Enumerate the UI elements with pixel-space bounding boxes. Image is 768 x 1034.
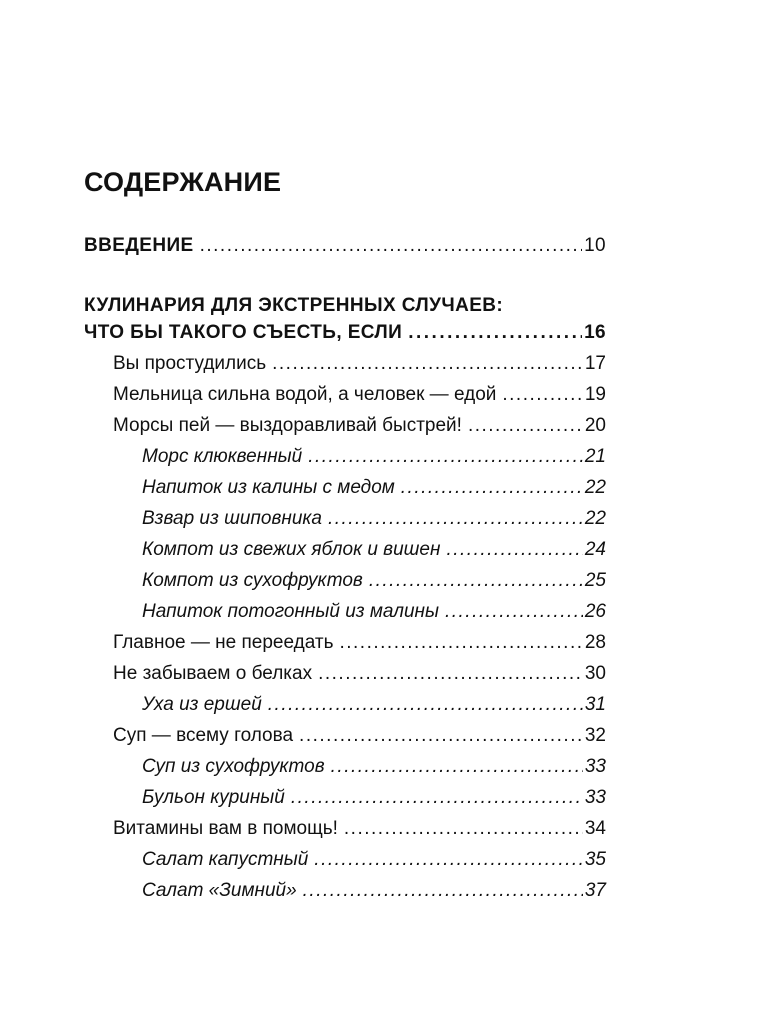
toc-subentry[interactable] bbox=[142, 598, 606, 626]
toc-subentry[interactable] bbox=[142, 505, 606, 533]
toc-leader-dots bbox=[331, 753, 583, 781]
toc-entry-title: ВВЕДЕНИЕ bbox=[84, 235, 194, 256]
toc-entry-title: Не забываем о белках bbox=[113, 663, 313, 684]
toc-entry[interactable] bbox=[113, 660, 606, 688]
toc-entry-page: 30 bbox=[584, 663, 606, 684]
toc-entry-title: Витамины вам в помощь! bbox=[113, 818, 338, 839]
toc-entry[interactable] bbox=[113, 381, 606, 409]
toc-leader-dots bbox=[344, 815, 583, 843]
toc-entry[interactable] bbox=[113, 412, 606, 440]
toc-leader-dots bbox=[200, 232, 582, 260]
toc-entry-page: 33 bbox=[584, 787, 606, 808]
toc-entry-page: 35 bbox=[584, 849, 606, 870]
toc-section-entry[interactable] bbox=[84, 319, 606, 347]
toc-leader-dots bbox=[468, 412, 583, 440]
toc-entry-page: 28 bbox=[584, 632, 606, 653]
toc-entry-title: Компот из свежих яблок и вишен bbox=[142, 539, 441, 560]
toc-entry-title: Мельница сильна водой, а человек — едой bbox=[113, 384, 497, 405]
page-title: СОДЕРЖАНИЕ bbox=[84, 167, 282, 197]
toc-entry-page: 19 bbox=[584, 384, 606, 405]
toc-leader-dots bbox=[303, 877, 583, 905]
toc-entry-page: 34 bbox=[584, 818, 606, 839]
toc-section-page: 16 bbox=[584, 322, 606, 343]
toc-leader-dots bbox=[339, 629, 582, 657]
toc-entry-intro[interactable] bbox=[84, 232, 606, 260]
toc-leader-dots bbox=[502, 381, 582, 409]
toc-entry-title: Вы простудились bbox=[113, 353, 267, 374]
toc-entry[interactable] bbox=[113, 815, 606, 843]
toc-entry-title: Бульон куриный bbox=[142, 787, 285, 808]
toc-entry[interactable] bbox=[113, 350, 606, 378]
toc-leader-dots bbox=[408, 319, 582, 347]
toc-entry-title: Суп из сухофруктов bbox=[142, 756, 325, 777]
toc-leader-dots bbox=[445, 598, 583, 626]
toc-section-title-line1[interactable]: КУЛИНАРИЯ ДЛЯ ЭКСТРЕННЫХ СЛУЧАЕВ: bbox=[84, 295, 504, 316]
toc-leader-dots bbox=[308, 443, 583, 471]
toc-entry-page: 10 bbox=[584, 235, 606, 256]
toc-entry-title: Компот из сухофруктов bbox=[142, 570, 363, 591]
toc-leader-dots bbox=[446, 536, 582, 564]
toc-subentry[interactable] bbox=[142, 691, 606, 719]
toc-entry-title: Взвар из шиповника bbox=[142, 508, 322, 529]
toc-entry[interactable] bbox=[113, 629, 606, 657]
toc-entry-page: 22 bbox=[584, 508, 606, 529]
toc-entry[interactable] bbox=[113, 722, 606, 750]
toc-entry-title: Морс клюквенный bbox=[142, 446, 303, 467]
toc-entry-page: 26 bbox=[584, 601, 606, 622]
toc-entry-page: 25 bbox=[584, 570, 606, 591]
toc-subentry[interactable] bbox=[142, 567, 606, 595]
toc-entry-page: 32 bbox=[584, 725, 606, 746]
toc-entry-page: 20 bbox=[584, 415, 606, 436]
toc-section-title-line2: ЧТО БЫ ТАКОГО СЪЕСТЬ, ЕСЛИ bbox=[84, 322, 403, 343]
toc-leader-dots bbox=[401, 474, 583, 502]
toc-entry-title: Салат «Зимний» bbox=[142, 880, 297, 901]
toc-subentry[interactable] bbox=[142, 443, 606, 471]
toc-entry-title: Напиток из калины с медом bbox=[142, 477, 395, 498]
toc-entry-title: Суп — всему голова bbox=[113, 725, 294, 746]
toc-entry-page: 33 bbox=[584, 756, 606, 777]
toc-subentry[interactable] bbox=[142, 784, 606, 812]
toc-entry-page: 24 bbox=[584, 539, 606, 560]
toc-leader-dots bbox=[268, 691, 583, 719]
toc-subentry[interactable] bbox=[142, 536, 606, 564]
toc-entry-title: Салат капустный bbox=[142, 849, 309, 870]
toc-entry-title: Напиток потогонный из малины bbox=[142, 601, 439, 622]
toc-entry-title: Уха из ершей bbox=[142, 694, 262, 715]
toc-leader-dots bbox=[314, 846, 583, 874]
toc-subentry[interactable] bbox=[142, 474, 606, 502]
toc-entry-page: 21 bbox=[584, 446, 606, 467]
toc-entry-page: 17 bbox=[584, 353, 606, 374]
toc-subentry[interactable] bbox=[142, 846, 606, 874]
toc-entry-page: 37 bbox=[584, 880, 606, 901]
toc-leader-dots bbox=[299, 722, 583, 750]
toc-entry-title: Морсы пей — выздоравливай быстрей! bbox=[113, 415, 462, 436]
toc-subentry[interactable] bbox=[142, 753, 606, 781]
toc-leader-dots bbox=[291, 784, 583, 812]
toc-leader-dots bbox=[369, 567, 583, 595]
toc-entry-title: Главное — не переедать bbox=[113, 632, 334, 653]
toc-entry-page: 22 bbox=[584, 477, 606, 498]
toc-leader-dots bbox=[272, 350, 583, 378]
toc-leader-dots bbox=[328, 505, 583, 533]
toc-leader-dots bbox=[318, 660, 583, 688]
toc-subentry[interactable] bbox=[142, 877, 606, 905]
toc-entry-page: 31 bbox=[584, 694, 606, 715]
